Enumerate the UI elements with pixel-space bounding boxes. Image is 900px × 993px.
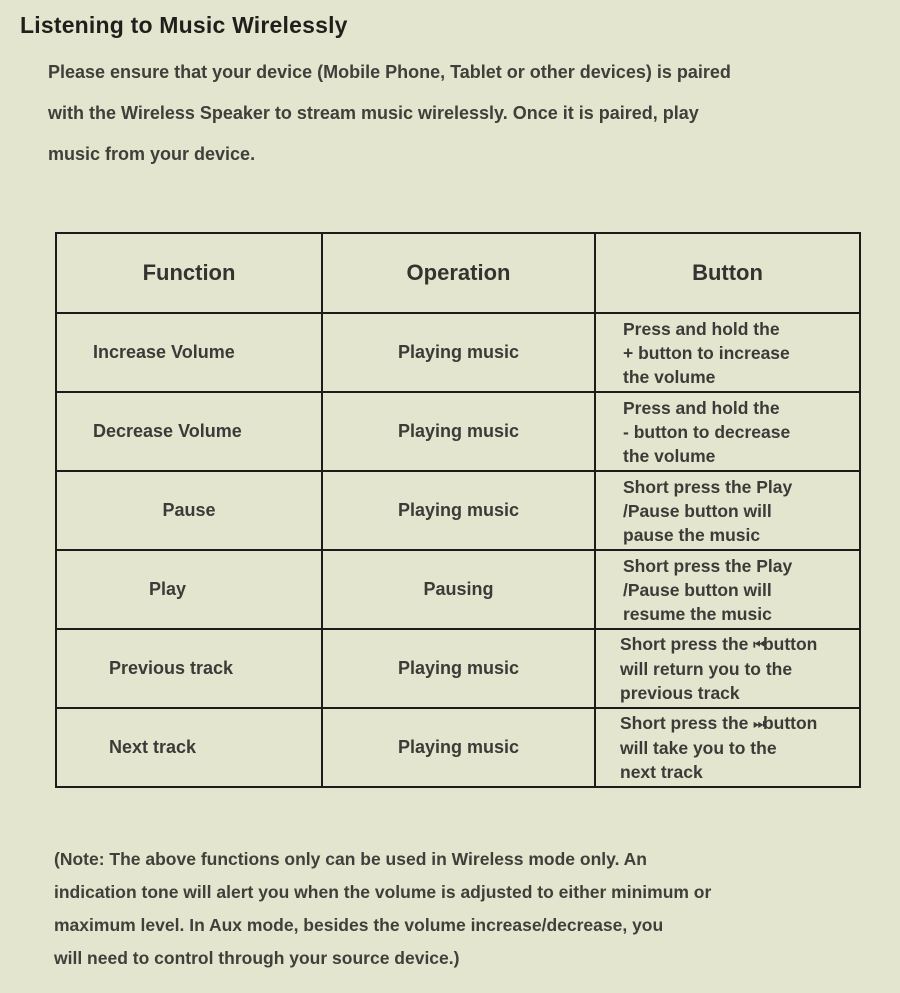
function-cell: Previous track — [56, 629, 322, 708]
function-cell: Play — [56, 550, 322, 629]
note-line: (Note: The above functions only can be used in Wireless mode only. An — [54, 849, 647, 869]
button-cell — [595, 708, 860, 787]
button-line: + button to increase — [623, 342, 790, 363]
button-line: previous track — [620, 683, 740, 703]
table-row — [56, 708, 860, 787]
button-line: pause the music — [623, 524, 761, 545]
button-line: /Pause button will — [623, 500, 772, 521]
operation-cell: Pausing — [322, 550, 595, 629]
button-line: Press and hold the — [623, 397, 780, 418]
operation-cell: Playing music — [322, 629, 595, 708]
button-text: button — [762, 634, 818, 654]
header-operation: Operation — [322, 233, 595, 313]
button-line — [620, 632, 853, 657]
intro-line: music from your device. — [48, 144, 256, 164]
button-line: the volume — [623, 366, 716, 387]
table-row — [56, 392, 860, 471]
button-cell — [595, 471, 860, 550]
function-table — [55, 232, 861, 788]
intro-line: Please ensure that your device (Mobile Phone, Tablet or other devices) is paired — [48, 62, 731, 82]
button-line — [620, 711, 853, 736]
next-track-icon: ⏭ — [753, 716, 763, 731]
button-line: the volume — [623, 445, 716, 466]
note-line: will need to control through your source device.) — [54, 948, 460, 968]
note-paragraph — [54, 843, 854, 975]
button-cell — [595, 550, 860, 629]
button-line: /Pause button will — [623, 579, 772, 600]
function-cell: Next track — [56, 708, 322, 787]
header-function: Function — [56, 233, 322, 313]
operation-cell: Playing music — [322, 471, 595, 550]
previous-track-icon: ⏮ — [753, 637, 763, 652]
table-row — [56, 550, 860, 629]
button-line: - button to decrease — [623, 421, 791, 442]
button-cell — [595, 392, 860, 471]
button-line: Short press the Play — [623, 476, 793, 497]
note-line: maximum level. In Aux mode, besides the volume increase/decrease, you — [54, 915, 664, 935]
function-cell: Decrease Volume — [56, 392, 322, 471]
table-row — [56, 629, 860, 708]
button-text: Short press the — [620, 713, 754, 733]
intro-line: with the Wireless Speaker to stream music wirelessly. Once it is paired, play — [48, 103, 699, 123]
table-header-row — [56, 233, 860, 313]
operation-cell: Playing music — [322, 708, 595, 787]
page-title: Listening to Music Wirelessly — [20, 12, 348, 38]
button-line: will return you to the — [620, 659, 793, 679]
button-line: Short press the Play — [623, 555, 793, 576]
button-cell — [595, 629, 860, 708]
operation-cell: Playing music — [322, 392, 595, 471]
button-line: will take you to the — [620, 738, 777, 758]
function-cell: Increase Volume — [56, 313, 322, 392]
button-line: resume the music — [623, 603, 772, 624]
intro-paragraph — [48, 52, 848, 175]
button-cell — [595, 313, 860, 392]
button-text: Short press the — [620, 634, 754, 654]
button-text: button — [762, 713, 818, 733]
button-line: Press and hold the — [623, 318, 780, 339]
button-line: next track — [620, 762, 703, 782]
note-line: indication tone will alert you when the volume is adjusted to either minimum or — [54, 882, 712, 902]
table-row — [56, 313, 860, 392]
function-cell: Pause — [56, 471, 322, 550]
operation-cell: Playing music — [322, 313, 595, 392]
table-row — [56, 471, 860, 550]
header-button: Button — [595, 233, 860, 313]
